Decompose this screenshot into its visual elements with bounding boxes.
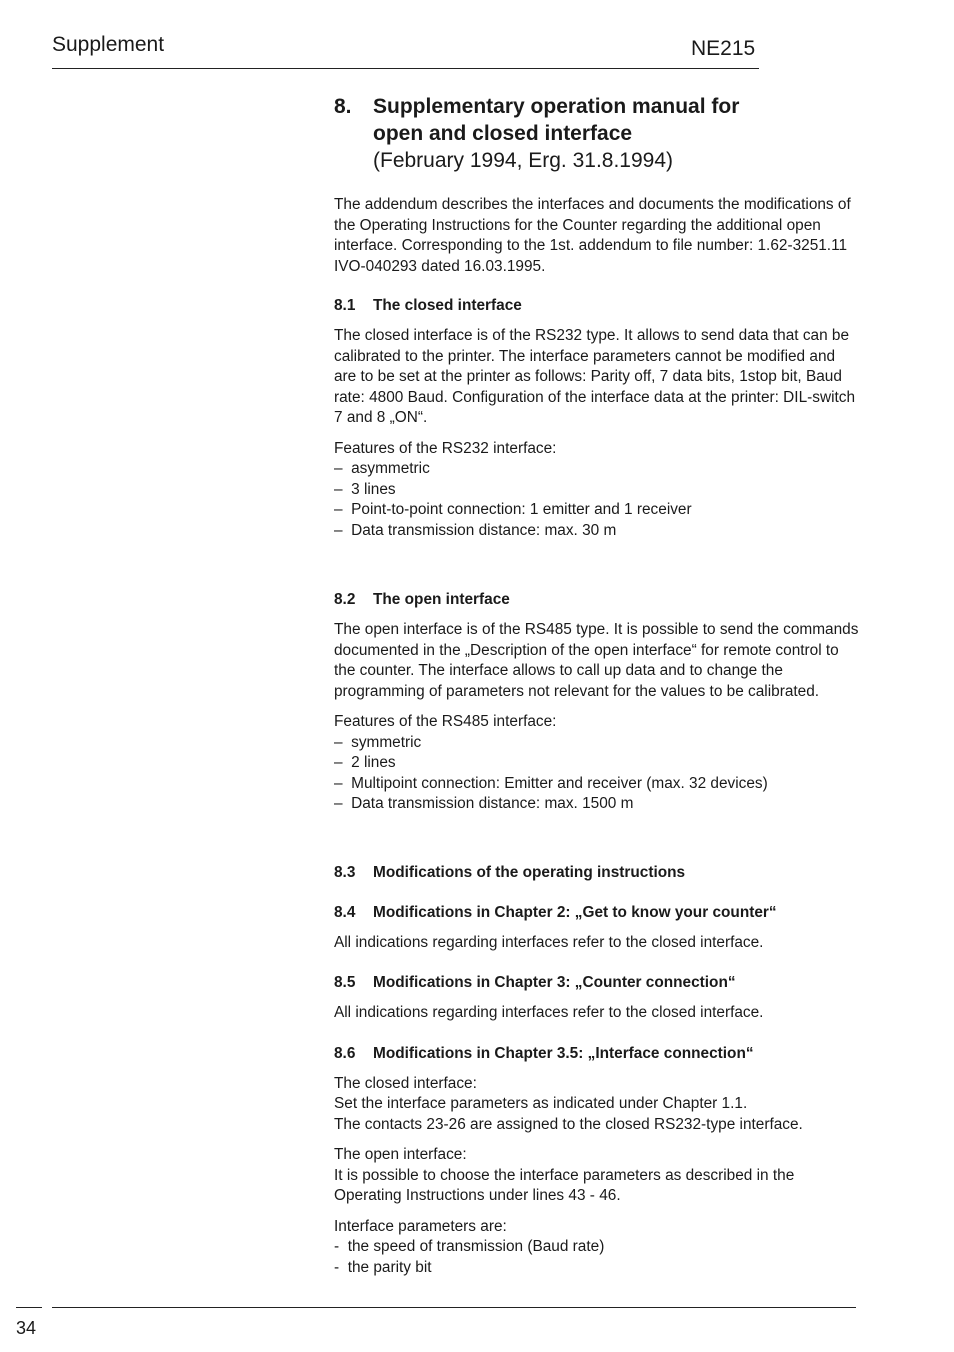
header-section-title: Supplement xyxy=(52,33,165,56)
list-item: – Data transmission distance: max. 1500 m xyxy=(334,794,859,815)
section-number: 8.4 xyxy=(334,903,356,921)
footer-divider-short xyxy=(16,1307,42,1308)
page-content xyxy=(334,93,859,1278)
list-item: – 2 lines xyxy=(334,753,859,774)
footer-divider xyxy=(52,1307,856,1308)
list-item: – 3 lines xyxy=(334,480,859,501)
closed-interface-line1: Set the interface parameters as indicated under Chapter 1.1. xyxy=(334,1095,748,1112)
section-number: 8.1 xyxy=(334,297,356,314)
list-item: – symmetric xyxy=(334,733,859,754)
page-number: 34 xyxy=(16,1318,37,1338)
section-8-5-body: All indications regarding interfaces refer to the closed interface. xyxy=(334,1004,764,1021)
rs485-features-label: Features of the RS485 interface: xyxy=(334,713,557,730)
section-title: Modifications in Chapter 2: „Get to know your counter“ xyxy=(373,903,777,921)
section-8-2-body: The open interface is of the RS485 type. It is possible to send the commands documented in the „Description of the open interface“ for remote control to the counter. The interface allows to call up data and to change the programming of parameters not relevant for the values to be calibrated. xyxy=(334,621,859,700)
closed-interface-label: The closed interface: xyxy=(334,1074,477,1092)
list-item: – asymmetric xyxy=(334,459,859,480)
chapter-title-line2: open and closed interface xyxy=(373,122,633,145)
chapter-title-line1: Supplementary operation manual for xyxy=(373,95,740,118)
rs232-features-label: Features of the RS232 interface: xyxy=(334,439,557,457)
section-title: Modifications of the operating instructions xyxy=(373,863,686,881)
closed-interface-line2: The contacts 23-26 are assigned to the closed RS232-type interface. xyxy=(334,1115,803,1133)
section-8-3-heading xyxy=(334,863,859,883)
section-8-5-heading xyxy=(334,973,859,993)
section-title: Modifications in Chapter 3: „Counter connection“ xyxy=(373,974,736,991)
section-8-1-heading xyxy=(334,296,859,316)
intro-paragraph: The addendum describes the interfaces and documents the modifications of the Operating Instructions for the Counter regarding the additional open interface. Corresponding to the 1st. addendum to file number: 1.62-3251.11 IVO-040293 dated 16.03.1995. xyxy=(334,196,851,275)
header-model-name: NE215 xyxy=(691,37,756,60)
list-item: - the parity bit xyxy=(334,1258,859,1279)
chapter-heading xyxy=(334,93,859,174)
chapter-number: 8. xyxy=(334,95,352,118)
section-number: 8.6 xyxy=(334,1044,356,1062)
open-interface-body: It is possible to choose the interface parameters as described in the Operating Instructions under lines 43 - 46. xyxy=(334,1166,795,1204)
open-interface-block xyxy=(334,1145,859,1207)
section-8-4-body: All indications regarding interfaces refer to the closed interface. xyxy=(334,933,764,951)
section-8-2-heading xyxy=(334,590,859,610)
list-item: – Data transmission distance: max. 30 m xyxy=(334,521,859,542)
rs232-features-list xyxy=(334,459,859,541)
list-item: - the speed of transmission (Baud rate) xyxy=(334,1237,859,1258)
chapter-title-block xyxy=(373,93,739,174)
closed-interface-block xyxy=(334,1074,859,1136)
section-8-4-heading xyxy=(334,903,859,923)
section-title: The open interface xyxy=(373,591,510,608)
section-8-6-heading xyxy=(334,1044,859,1064)
interface-params-label: Interface parameters are: xyxy=(334,1217,507,1235)
list-item: – Point-to-point connection: 1 emitter and 1 receiver xyxy=(334,500,859,521)
rs485-features-list xyxy=(334,733,859,815)
section-number: 8.5 xyxy=(334,974,356,991)
section-8-1-body: The closed interface is of the RS232 type. It allows to send data that can be calibrated to the printer. The interface parameters cannot be modified and are to be set at the printer as follows: Parity off, 7 data bits, 1stop bit, Baud rate: 4800 Baud. Configuration of the interface data at the printer: DIL-switch 7 and 8 „ON“. xyxy=(334,327,856,426)
chapter-subtitle: (February 1994, Erg. 31.8.1994) xyxy=(373,149,674,172)
section-number: 8.3 xyxy=(334,863,356,881)
section-title: The closed interface xyxy=(373,297,522,314)
section-number: 8.2 xyxy=(334,591,356,608)
interface-params-list xyxy=(334,1237,859,1278)
header-divider xyxy=(52,68,759,69)
section-title: Modifications in Chapter 3.5: „Interface connection“ xyxy=(373,1044,754,1062)
open-interface-label: The open interface: xyxy=(334,1146,467,1163)
list-item: – Multipoint connection: Emitter and receiver (max. 32 devices) xyxy=(334,774,859,795)
